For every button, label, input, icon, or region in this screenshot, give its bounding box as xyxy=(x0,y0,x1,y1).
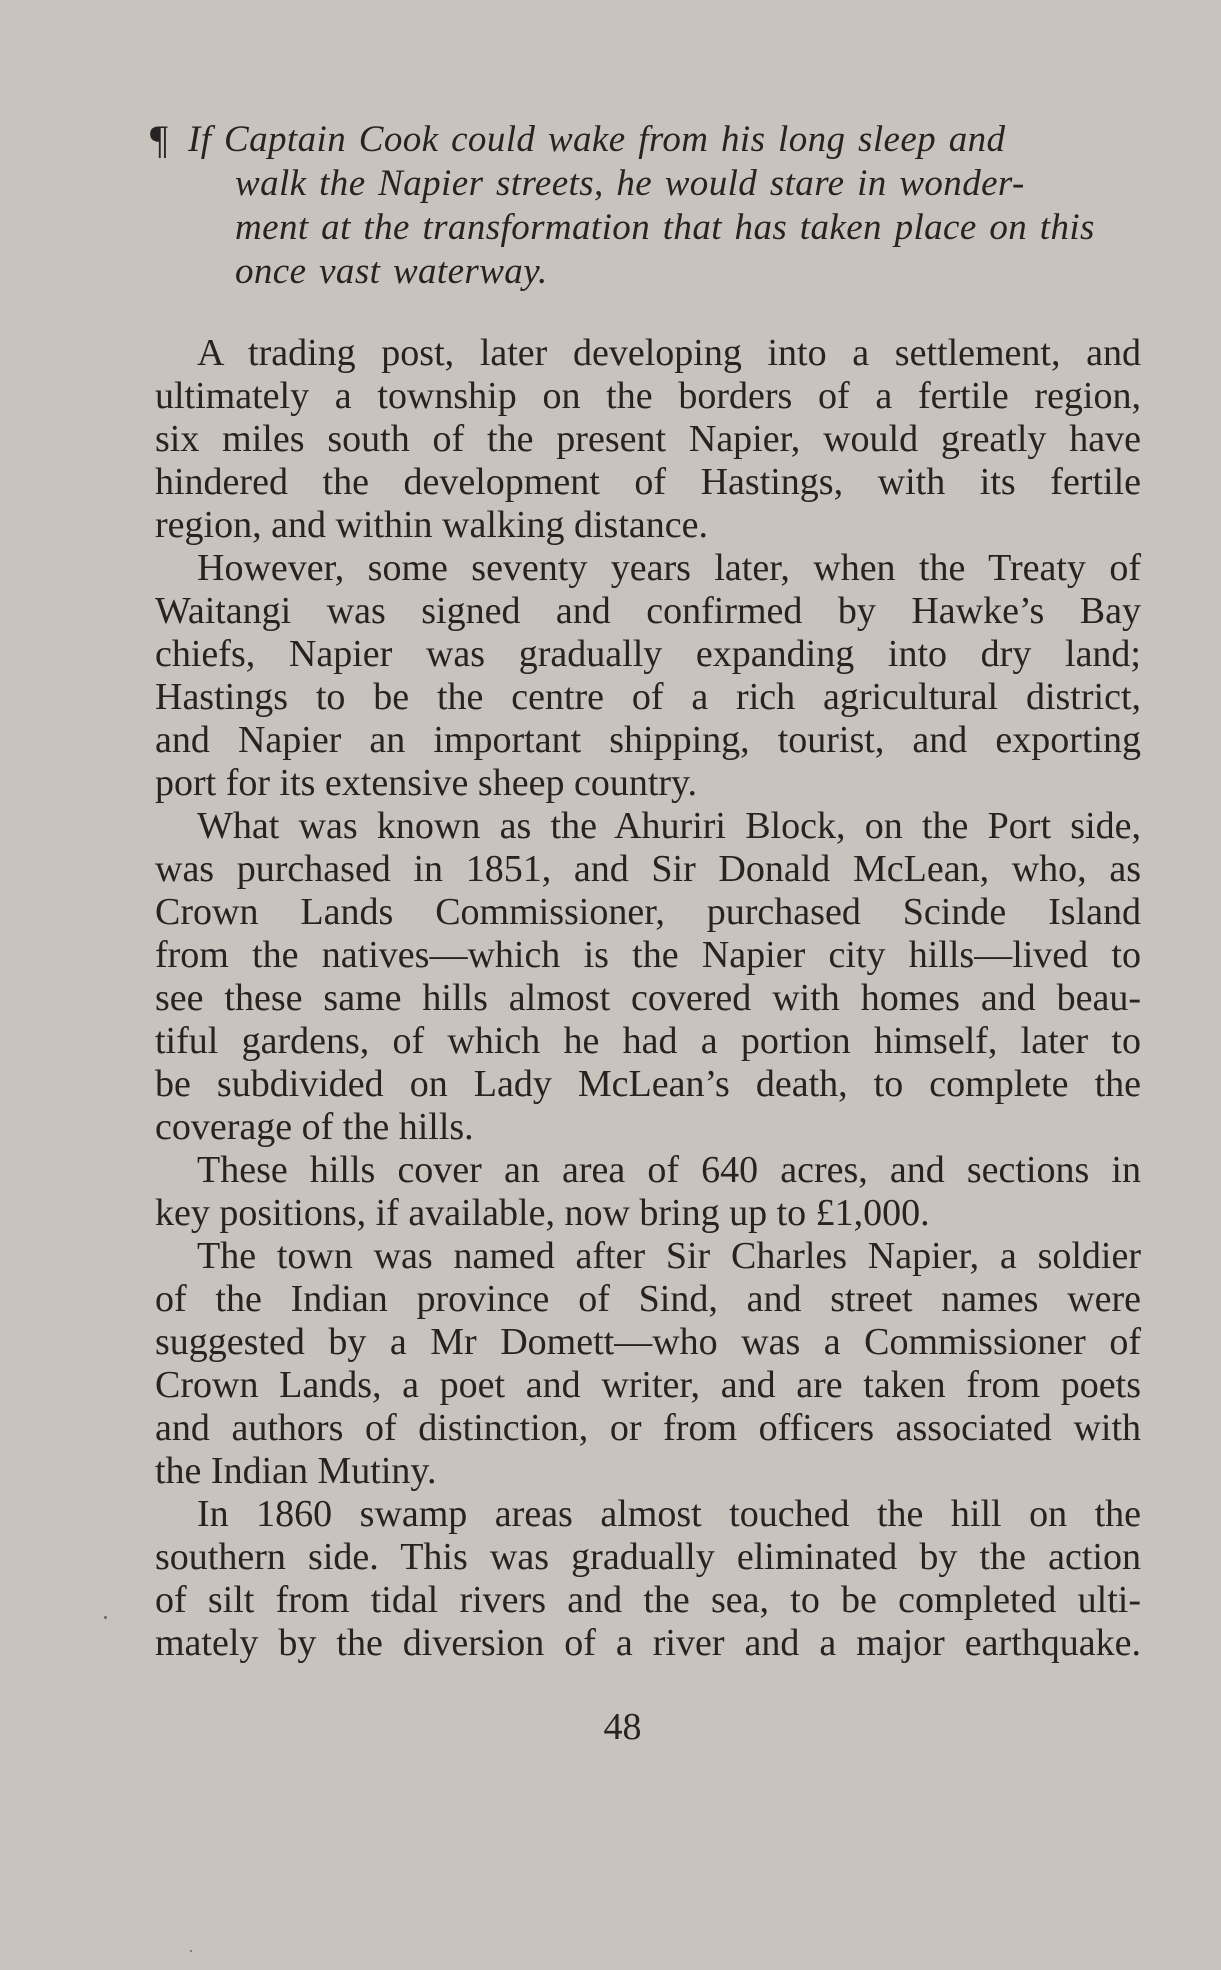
body-line-19: coverage of the hills. xyxy=(155,1106,474,1148)
epigraph-line-1: If Captain Cook could wake from his long sleep and xyxy=(188,119,1006,160)
body-line-27: the Indian Mutiny. xyxy=(155,1450,437,1492)
body-line-29: southern side. This was gradually eliminated by the action xyxy=(155,1536,1141,1578)
body-line-18: be subdivided on Lady McLean’s death, to complete the xyxy=(155,1063,1141,1105)
paper-speck xyxy=(190,1950,192,1952)
body-line-21: key positions, if available, now bring up to £1,000. xyxy=(155,1192,930,1234)
body-line-14: Crown Lands Commissioner, purchased Scinde Island xyxy=(155,891,1141,933)
body-line-13: was purchased in 1851, and Sir Donald McLean, who, as xyxy=(155,848,1141,890)
body-line-11: port for its extensive sheep country. xyxy=(155,762,698,804)
body-line-17: tiful gardens, of which he had a portion himself, later to xyxy=(155,1020,1141,1062)
epigraph-line-4: once vast waterway. xyxy=(235,251,548,292)
body-line-5: region, and within walking distance. xyxy=(155,504,708,546)
body-line-25: Crown Lands, a poet and writer, and are taken from poets xyxy=(155,1364,1141,1406)
page-number: 48 xyxy=(603,1706,642,1748)
body-line-22: The town was named after Sir Charles Napier, a soldier xyxy=(197,1235,1141,1277)
body-line-10: and Napier an important shipping, tourist, and exporting xyxy=(155,719,1141,761)
body-line-4: hindered the development of Hastings, with its fertile xyxy=(155,461,1141,503)
epigraph-line-2: walk the Napier streets, he would stare in wonder- xyxy=(235,163,1025,204)
epigraph-line-3: ment at the transformation that has taken place on this xyxy=(235,207,1095,248)
body-line-2: ultimately a township on the borders of a fertile region, xyxy=(155,375,1141,417)
body-line-28: In 1860 swamp areas almost touched the hill on the xyxy=(197,1493,1141,1535)
body-line-26: and authors of distinction, or from officers associated with xyxy=(155,1407,1141,1449)
body-line-7: Waitangi was signed and confirmed by Hawke’s Bay xyxy=(155,590,1141,632)
body-line-15: from the natives—which is the Napier city hills—lived to xyxy=(155,934,1141,976)
body-line-31: mately by the diversion of a river and a major earthquake. xyxy=(155,1622,1141,1664)
body-line-9: Hastings to be the centre of a rich agricultural district, xyxy=(155,676,1141,718)
body-line-8: chiefs, Napier was gradually expanding into dry land; xyxy=(155,633,1141,675)
body-line-1: A trading post, later developing into a settlement, and xyxy=(197,332,1141,374)
body-line-12: What was known as the Ahuriri Block, on the Port side, xyxy=(197,805,1141,847)
body-line-30: of silt from tidal rivers and the sea, to be completed ulti- xyxy=(155,1579,1141,1621)
pilcrow-mark: ¶ xyxy=(150,117,169,162)
body-line-20: These hills cover an area of 640 acres, and sections in xyxy=(197,1149,1141,1191)
body-line-23: of the Indian province of Sind, and street names were xyxy=(155,1278,1141,1320)
paper-speck xyxy=(104,1616,107,1619)
body-line-6: However, some seventy years later, when the Treaty of xyxy=(197,547,1141,589)
body-line-24: suggested by a Mr Domett—who was a Commissioner of xyxy=(155,1321,1141,1363)
body-line-3: six miles south of the present Napier, would greatly have xyxy=(155,418,1141,460)
body-line-16: see these same hills almost covered with homes and beau- xyxy=(155,977,1141,1019)
